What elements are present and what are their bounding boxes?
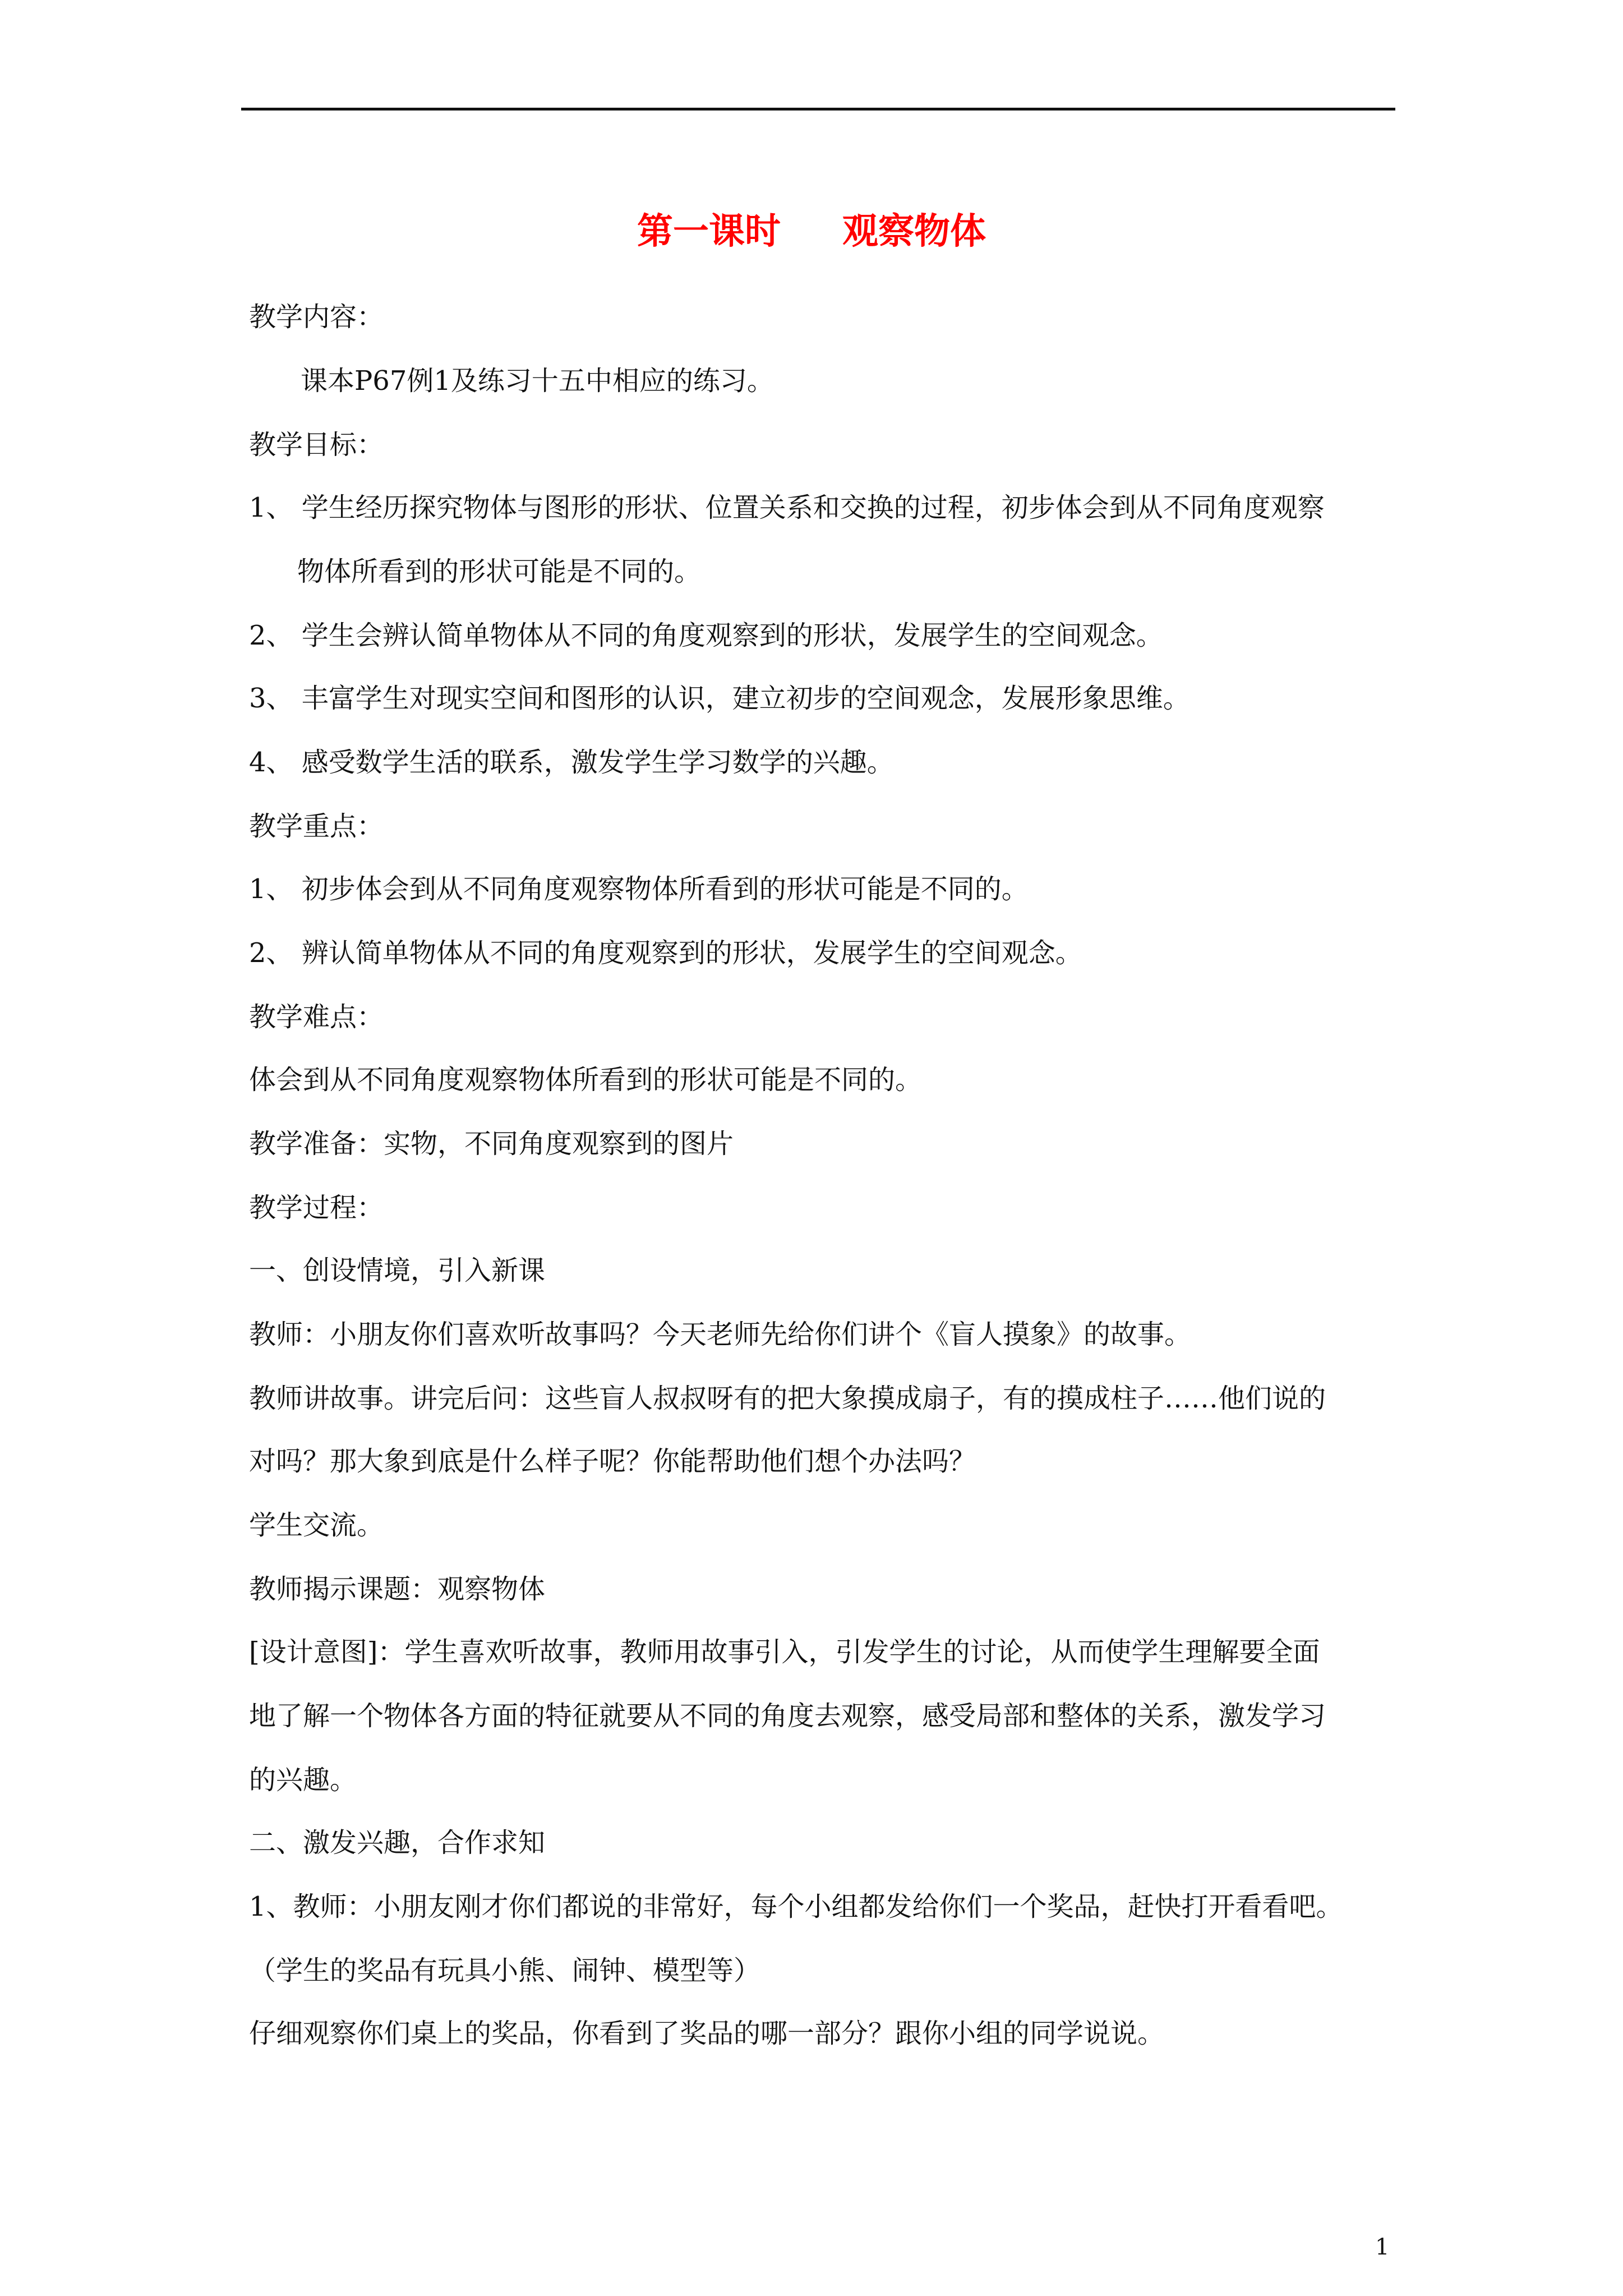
title-part-2: 观察物体	[842, 210, 986, 252]
process-step-2-heading: 二、激发兴趣，合作求知	[249, 1827, 546, 1858]
objective-1-continued: 物体所看到的形状可能是不同的。	[297, 556, 702, 587]
section-heading-key-points: 教学重点：	[249, 811, 384, 842]
paragraph-line: 教师揭示课题：观察物体	[249, 1573, 546, 1605]
section-heading-process: 教学过程：	[249, 1192, 384, 1223]
paragraph-line: 对吗？那大象到底是什么样子呢？你能帮助他们想个办法吗？	[249, 1446, 976, 1477]
objective-3: 3、 丰富学生对现实空间和图形的认识，建立初步的空间观念，发展形象思维。	[249, 683, 1190, 714]
section-heading-objectives: 教学目标：	[249, 429, 384, 461]
preparation-text: 教学准备：实物，不同角度观察到的图片	[249, 1128, 734, 1159]
objective-1: 1、 学生经历探究物体与图形的形状、位置关系和交换的过程，初步体会到从不同角度观察	[249, 492, 1325, 523]
difficulty-text: 体会到从不同角度观察物体所看到的形状可能是不同的。	[249, 1064, 923, 1096]
title-part-1: 第一课时	[637, 210, 781, 252]
paragraph-line: 1、教师：小朋友刚才你们都说的非常好，每个小组都发给你们一个奖品，赶快打开看看吧。	[249, 1891, 1343, 1922]
paragraph-line: 教师：小朋友你们喜欢听故事吗？今天老师先给你们讲个《盲人摸象》的故事。	[249, 1319, 1192, 1350]
paragraph-line: （学生的奖品有玩具小熊、闹钟、模型等）	[249, 1955, 761, 1986]
header-rule	[241, 108, 1395, 111]
paragraph-line: 教师讲故事。讲完后问：这些盲人叔叔呀有的把大象摸成扇子，有的摸成柱子……他们说的	[249, 1383, 1326, 1414]
page-number: 1	[1375, 2234, 1390, 2260]
key-point-1: 1、 初步体会到从不同角度观察物体所看到的形状可能是不同的。	[249, 873, 1029, 905]
objective-2: 2、 学生会辨认简单物体从不同的角度观察到的形状，发展学生的空间观念。	[249, 620, 1163, 651]
section-heading-content: 教学内容：	[249, 301, 384, 333]
process-step-1-heading: 一、创设情境，引入新课	[249, 1255, 546, 1286]
lesson-title	[0, 206, 1623, 257]
design-intent-line: 的兴趣。	[249, 1764, 357, 1796]
design-intent-line: [设计意图]：学生喜欢听故事，教师用故事引入，引发学生的讨论，从而使学生理解要全面	[249, 1636, 1320, 1668]
content-text: 课本P67例1及练习十五中相应的练习。	[301, 365, 774, 397]
section-heading-difficulty: 教学难点：	[249, 1001, 384, 1033]
paragraph-line: 学生交流。	[249, 1510, 384, 1541]
paragraph-line: 仔细观察你们桌上的奖品，你看到了奖品的哪一部分？跟你小组的同学说说。	[249, 2018, 1165, 2049]
key-point-2: 2、 辨认简单物体从不同的角度观察到的形状，发展学生的空间观念。	[249, 937, 1082, 969]
design-intent-line: 地了解一个物体各方面的特征就要从不同的角度去观察，感受局部和整体的关系，激发学习	[249, 1700, 1326, 1732]
objective-4: 4、 感受数学生活的联系，激发学生学习数学的兴趣。	[249, 747, 894, 778]
